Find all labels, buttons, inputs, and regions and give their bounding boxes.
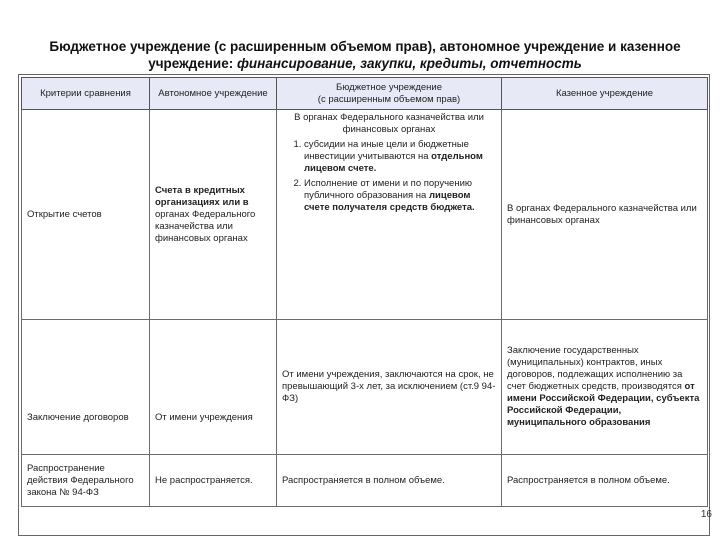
cell-budget-contracts: От имени учреждения, заключаются на срок, не превышающий 3-х лет, за исключением (ст.9 94-ФЗ)	[277, 320, 502, 455]
cell-budget-law: Распространяется в полном объеме.	[277, 455, 502, 507]
header-treasury: Казенное учреждение	[502, 78, 708, 110]
comparison-table	[21, 77, 708, 507]
cell-autonomous-contracts: От имени учреждения	[150, 320, 277, 455]
autonomous-accounts-bold: Счета в кредитных организациях или в	[155, 184, 249, 208]
budget-item1-plain: субсидии на иные цели и бюджетные инвестиции учитываются на	[304, 139, 469, 162]
budget-item2-bold: лицевом счете получателя средств бюджета.	[304, 190, 475, 213]
cell-criteria-accounts: Открытие счетов	[22, 110, 150, 320]
treasury-contracts-plain: Заключение государственных (муниципальных) контрактов, иных договоров, подлежащих исполнению за счет бюджетных средств, производятся	[507, 345, 685, 392]
header-budget-line2: (с расширенным объемом прав)	[317, 93, 461, 105]
table-row-law	[22, 455, 708, 507]
title-line1: Бюджетное учреждение (с расширенным объемом прав), автономное учреждение и казенное	[49, 39, 681, 54]
table-header-row	[22, 78, 708, 110]
table-row-accounts	[22, 110, 708, 320]
cell-treasury-accounts: В органах Федерального казначейства или финансовых органах	[502, 110, 708, 320]
header-budget-line1: Бюджетное учреждение	[336, 81, 442, 93]
title-line2-italic: финансирование, закупки, кредиты, отчетность	[236, 56, 582, 71]
budget-accounts-intro: В органах Федерального казначейства или финансовых органах	[294, 112, 484, 135]
header-autonomous: Автономное учреждение	[150, 78, 277, 110]
cell-criteria-contracts: Заключение договоров	[22, 320, 150, 455]
cell-criteria-law: Распространение действия Федерального закона № 94-ФЗ	[22, 455, 150, 507]
cell-autonomous-law: Не распространяется.	[150, 455, 277, 507]
table-row-contracts	[22, 320, 708, 455]
cell-budget-accounts	[277, 110, 502, 320]
slide-title	[20, 38, 710, 72]
budget-item2-plain: Исполнение от имени и по поручению публичного образования на	[304, 178, 473, 201]
page-number: 16	[700, 509, 712, 520]
budget-accounts-list	[282, 139, 496, 214]
title-line2: учреждение:	[148, 56, 237, 71]
budget-item1-bold: отдельном лицевом счете.	[304, 151, 483, 174]
header-budget	[277, 78, 502, 110]
cell-treasury-contracts	[502, 320, 708, 455]
list-item	[304, 178, 496, 214]
autonomous-accounts-rest: органах Федерального казначейства или финансовых органах	[155, 208, 256, 244]
header-criteria: Критерии сравнения	[22, 78, 150, 110]
cell-treasury-law: Распространяется в полном объеме.	[502, 455, 708, 507]
list-item	[304, 139, 496, 175]
treasury-contracts-bold: от имени Российской Федерации, субъекта Российской Федерации, муниципального образования	[507, 381, 700, 428]
cell-autonomous-accounts	[150, 110, 277, 320]
